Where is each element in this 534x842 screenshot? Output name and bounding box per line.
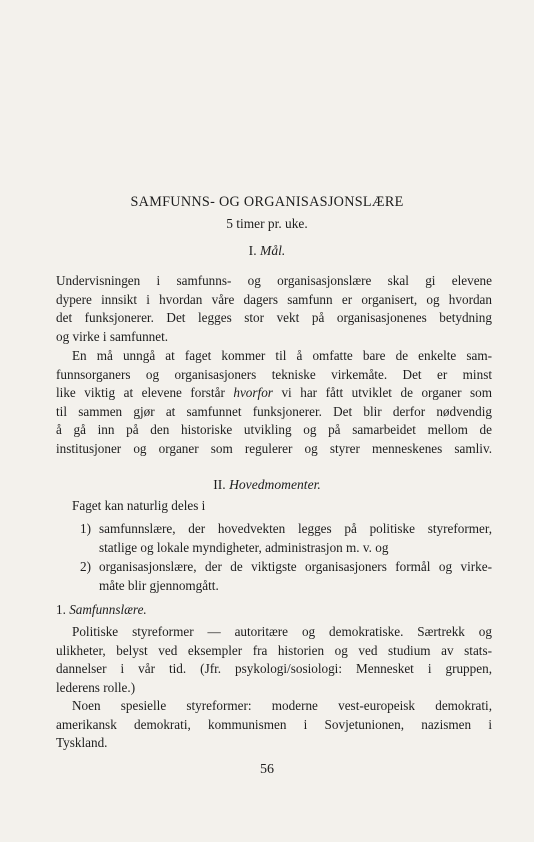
page-number: 56 <box>260 762 274 777</box>
subsection-title: Samfunnslære. <box>69 602 147 617</box>
text-line: og virke i samfunnet. <box>56 328 169 344</box>
text-line: Tyskland. <box>56 735 108 751</box>
emphasized-word: hvorfor <box>233 385 273 401</box>
text-line: funnsorganers og organisasjoners tekniske virkemåte. Det er minst <box>56 366 492 382</box>
text-line: det funksjonerer. Det legges stor vekt på organisasjonenes betydning <box>56 310 492 326</box>
text-line: Faget kan naturlig deles i <box>72 498 206 513</box>
section-number: II. <box>213 477 226 492</box>
section-title: Hovedmomenter. <box>229 477 321 492</box>
text-fragment: like viktig at elevene forstår <box>56 385 234 401</box>
text-line: dannelser i vår tid. (Jfr. psykologi/sosiologi: Mennesket i gruppen, <box>56 661 492 677</box>
text-line: Undervisningen i samfunns- og organisasjonslære skal gi elevene <box>56 273 492 288</box>
section-title: Mål. <box>260 243 286 258</box>
subsection-title-line <box>56 601 492 620</box>
text-line: å gå inn på den historiske utvikling og på samarbeidet mellom de <box>56 422 492 438</box>
list-number: 1) <box>80 521 91 536</box>
text-line: Noen spesielle styreformer: moderne vest-europeisk demokrati, <box>72 698 492 713</box>
main-points-intro <box>56 497 492 516</box>
text-line: Politiske styreformer — autoritære og demokratiske. Særtrekk og <box>72 624 492 639</box>
text-line-with-emphasis <box>56 384 492 403</box>
text-line: ulikheter, belyst ved eksempler fra historien og ved studium av stats- <box>56 642 492 658</box>
text-line: organisasjonslære, der de viktigste organisasjoners formål og virke- <box>99 559 492 574</box>
text-fragment: vi har fått utviklet de organer som <box>272 385 492 401</box>
page-title: SAMFUNNS- OG ORGANISASJONSLÆRE <box>130 194 404 210</box>
hours-per-week: 5 timer pr. uke. <box>226 216 308 231</box>
social-studies-paragraph-2 <box>56 697 492 753</box>
text-line: En må unngå at faget kommer til å omfatte bare de enkelte sam- <box>72 348 492 363</box>
text-line: amerikansk demokrati, kommunismen i Sovjetunionen, nazismen i <box>56 716 492 732</box>
text-line: samfunnslære, der hovedvekten legges på politiske styreformer, <box>99 521 492 536</box>
text-line: dypere innsikt i hvordan våre dagers samfunn er organisert, og hvordan <box>56 291 492 307</box>
text-line: til sammen gjør at samfunnet funksjonerer. Det blir derfor nødvendig <box>56 403 492 419</box>
list-item-1 <box>56 520 492 557</box>
text-line: måte blir gjennomgått. <box>99 577 219 593</box>
subsection-heading <box>56 601 492 620</box>
text-line: lederens rolle.) <box>56 679 136 695</box>
subsection-number: 1. <box>56 602 66 617</box>
section-number: I. <box>248 243 257 258</box>
list-item-2 <box>56 558 492 595</box>
goals-paragraph-2 <box>56 347 492 459</box>
section-heading-goals <box>0 243 534 259</box>
list-number: 2) <box>80 559 91 574</box>
section-heading-main-points <box>0 477 534 493</box>
text-line: statlige og lokale myndigheter, administrasjon m. v. og <box>99 539 389 555</box>
text-line: institusjoner og organer som regulerer og styrer menneskenes samliv. <box>56 440 492 456</box>
goals-paragraph-1 <box>56 272 492 346</box>
social-studies-paragraph-1 <box>56 623 492 697</box>
